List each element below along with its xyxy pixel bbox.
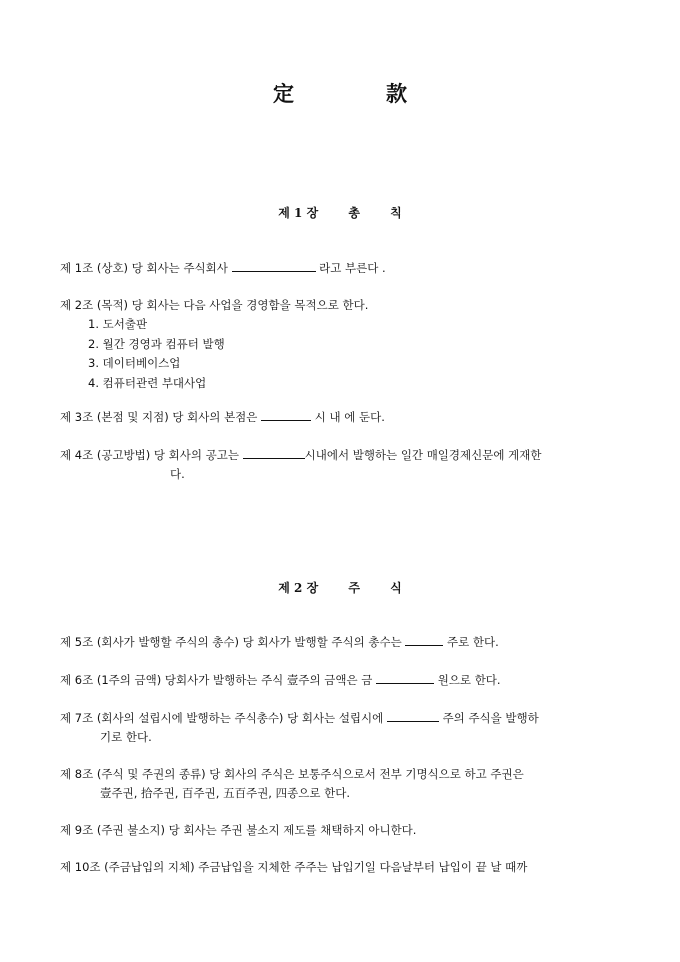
article-2-text: 제 2조 (목적) 당 회사는 다음 사업을 경영함을 목적으로 한다.: [60, 298, 369, 312]
blank-city: [243, 446, 305, 459]
article-1-text: 제 1조 (상호) 당 회사는 주식회사: [60, 261, 232, 275]
list-item: 2. 월간 경영과 컴퓨터 발행: [88, 336, 225, 351]
blank-company-name: [232, 259, 316, 272]
title-char-1: 定: [273, 81, 294, 106]
article-2: [60, 296, 630, 315]
article-9: [60, 821, 630, 840]
title-char-2: 款: [386, 81, 407, 106]
article-3: [60, 408, 630, 427]
article-7-text-end: 주의 주식을 발행하: [438, 711, 539, 725]
blank-total-shares: [405, 633, 443, 646]
article-3-text-end: 시 내 에 둔다.: [311, 410, 385, 424]
article-6: [60, 671, 630, 690]
chapter-2-name-1: 주: [348, 581, 360, 595]
article-7-continuation: 기로 한다.: [100, 730, 152, 744]
article-5: [60, 633, 630, 652]
document-title: [0, 78, 680, 108]
article-9-text: 제 9조 (주권 불소지) 당 회사는 주권 불소지 제도를 채택하지 아니한다.: [60, 823, 417, 837]
blank-share-amount: [376, 671, 434, 684]
article-3-text: 제 3조 (본점 및 지점) 당 회사의 본점은: [60, 410, 262, 424]
chapter-1-name-1: 총: [348, 206, 360, 220]
article-10-text: 제 10조 (주금납입의 지체) 주금납입을 지체한 주주는 납입기일 다음날부터 납입이 끝 날 때까: [60, 860, 528, 874]
list-item: 1. 도서출판: [88, 317, 148, 331]
chapter-1-name-2: 칙: [390, 206, 402, 220]
article-4-continuation: 다.: [170, 467, 185, 481]
article-4-text-end: 시내에서 발행하는 일간 매일경제신문에 게재한: [304, 448, 542, 462]
list-item: 4. 컴퓨터관련 부대사업: [88, 375, 207, 390]
article-4-text: 제 4조 (공고방법) 당 회사의 공고는: [60, 448, 243, 462]
article-1: [60, 259, 630, 278]
blank-initial-shares: [387, 709, 439, 722]
article-5-text: 제 5조 (회사가 발행할 주식의 총수) 당 회사가 발행할 주식의 총수는: [60, 635, 406, 649]
article-8-text: 제 8조 (주식 및 주권의 종류) 당 회사의 주식은 보통주식으로서 전부 기명식으로 하고 주권은: [60, 767, 524, 781]
chapter-1-number: 제 1 장: [278, 206, 319, 220]
chapter-2-name-2: 식: [390, 581, 402, 595]
article-6-text-end: 원으로 한다.: [434, 673, 501, 687]
chapter-2-number: 제 2 장: [278, 581, 319, 595]
list-item: 3. 데이터베이스업: [88, 356, 181, 370]
article-7-text: 제 7조 (회사의 설립시에 발행하는 주식총수) 당 회사는 설립시에: [60, 711, 387, 725]
blank-city: [261, 408, 311, 421]
chapter-2-heading: [0, 579, 680, 596]
article-5-text-end: 주로 한다.: [443, 635, 499, 649]
article-10: [60, 858, 630, 877]
chapter-1-heading: [0, 204, 680, 221]
article-7: [60, 709, 630, 747]
article-6-text: 제 6조 (1주의 금액) 당회사가 발행하는 주식 壹주의 금액은 금: [60, 673, 377, 687]
business-purpose-list: [88, 315, 225, 393]
article-8: [60, 765, 630, 803]
article-8-continuation: 壹주권, 拾주권, 百주권, 五百주권, 四종으로 한다.: [100, 786, 350, 800]
article-1-text-end: 라고 부른다 .: [315, 261, 386, 275]
article-4: [60, 446, 630, 484]
